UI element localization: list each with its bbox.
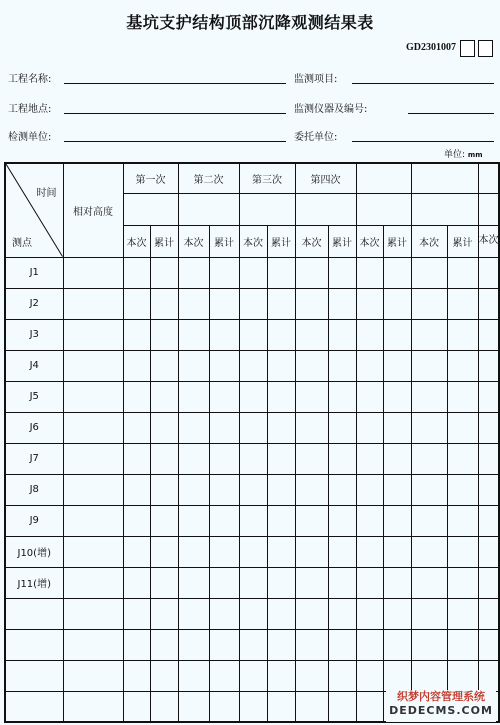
form-code: GD2301007 <box>406 42 456 53</box>
value-cell[interactable] <box>328 598 356 629</box>
value-cell[interactable] <box>295 381 328 412</box>
value-cell[interactable] <box>267 629 295 660</box>
client-unit-field[interactable] <box>352 141 494 142</box>
this-time-header: 本次 <box>356 225 383 257</box>
value-cell[interactable] <box>267 474 295 505</box>
corner-point-label: 测点 <box>12 237 32 249</box>
relative-height-cell[interactable] <box>63 257 123 288</box>
table-row <box>5 474 499 505</box>
point-id: J10(增) <box>5 536 63 567</box>
value-cell[interactable] <box>239 536 267 567</box>
value-cell[interactable] <box>447 474 478 505</box>
value-cell[interactable] <box>383 629 411 660</box>
point-id <box>5 691 63 722</box>
date-cell-6[interactable] <box>411 193 478 225</box>
point-id: J7 <box>5 443 63 474</box>
project-site-label: 工程地点: <box>8 104 52 115</box>
date-cell-5[interactable] <box>356 193 411 225</box>
value-cell[interactable] <box>328 505 356 536</box>
value-cell[interactable] <box>295 288 328 319</box>
table-row <box>5 350 499 381</box>
value-cell[interactable] <box>356 629 383 660</box>
value-cell[interactable] <box>447 443 478 474</box>
value-cell[interactable] <box>383 443 411 474</box>
value-cell[interactable] <box>328 443 356 474</box>
value-cell[interactable] <box>328 474 356 505</box>
value-cell[interactable] <box>178 381 209 412</box>
value-cell[interactable] <box>209 505 239 536</box>
value-cell[interactable] <box>478 257 499 288</box>
value-cell[interactable] <box>411 381 447 412</box>
value-cell[interactable] <box>383 288 411 319</box>
value-cell[interactable] <box>150 412 178 443</box>
date-cell-3[interactable] <box>239 193 295 225</box>
value-cell[interactable] <box>411 412 447 443</box>
cumulative-header: 累计 <box>383 225 411 257</box>
value-cell[interactable] <box>447 505 478 536</box>
value-cell[interactable] <box>123 505 150 536</box>
date-cell-2[interactable] <box>178 193 239 225</box>
value-cell[interactable] <box>150 567 178 598</box>
relative-height-cell[interactable] <box>63 536 123 567</box>
value-cell[interactable] <box>209 319 239 350</box>
value-cell[interactable] <box>209 567 239 598</box>
relative-height-cell[interactable] <box>63 412 123 443</box>
point-id: J11(增) <box>5 567 63 598</box>
value-cell[interactable] <box>267 257 295 288</box>
value-cell[interactable] <box>123 536 150 567</box>
point-id: J3 <box>5 319 63 350</box>
value-cell[interactable] <box>123 474 150 505</box>
test-unit-field[interactable] <box>64 141 286 142</box>
value-cell[interactable] <box>411 536 447 567</box>
value-cell[interactable] <box>383 319 411 350</box>
value-cell[interactable] <box>178 536 209 567</box>
value-cell[interactable] <box>447 567 478 598</box>
value-cell[interactable] <box>209 536 239 567</box>
value-cell[interactable] <box>209 443 239 474</box>
value-cell[interactable] <box>411 660 447 691</box>
value-cell[interactable] <box>411 567 447 598</box>
point-id <box>5 629 63 660</box>
relative-height-cell[interactable] <box>63 598 123 629</box>
value-cell[interactable] <box>239 691 267 722</box>
point-id: J1 <box>5 257 63 288</box>
value-cell[interactable] <box>383 598 411 629</box>
period-header-4: 第四次 <box>295 163 356 193</box>
value-cell[interactable] <box>411 474 447 505</box>
value-cell[interactable] <box>447 381 478 412</box>
value-cell[interactable] <box>356 257 383 288</box>
value-cell[interactable] <box>267 319 295 350</box>
value-cell[interactable] <box>209 288 239 319</box>
value-cell[interactable] <box>239 288 267 319</box>
unit-note <box>444 147 483 160</box>
value-cell[interactable] <box>267 598 295 629</box>
value-cell[interactable] <box>267 536 295 567</box>
table-row <box>5 319 499 350</box>
relative-height-cell[interactable] <box>63 474 123 505</box>
value-cell[interactable] <box>447 319 478 350</box>
value-cell[interactable] <box>150 691 178 722</box>
value-cell[interactable] <box>267 350 295 381</box>
value-cell[interactable] <box>383 381 411 412</box>
value-cell[interactable] <box>447 629 478 660</box>
value-cell[interactable] <box>123 381 150 412</box>
value-cell[interactable] <box>150 598 178 629</box>
value-cell[interactable] <box>411 319 447 350</box>
relative-height-header: 相对高度 <box>63 163 123 257</box>
value-cell[interactable] <box>356 536 383 567</box>
value-cell[interactable] <box>295 505 328 536</box>
value-cell[interactable] <box>178 567 209 598</box>
watermark-line2: DEDECMS.COM <box>389 704 493 717</box>
test-unit-label: 检测单位: <box>8 132 52 143</box>
value-cell[interactable] <box>239 598 267 629</box>
value-cell[interactable] <box>411 505 447 536</box>
instrument-label: 监测仪器及编号: <box>294 104 368 115</box>
project-name-label: 工程名称: <box>8 74 52 85</box>
value-cell[interactable] <box>123 412 150 443</box>
value-cell[interactable] <box>150 319 178 350</box>
watermark <box>386 690 496 722</box>
this-time-header: 本次 <box>411 225 447 257</box>
value-cell[interactable] <box>356 567 383 598</box>
value-cell[interactable] <box>123 598 150 629</box>
value-cell[interactable] <box>383 505 411 536</box>
value-cell[interactable] <box>295 598 328 629</box>
relative-height-cell[interactable] <box>63 443 123 474</box>
unit-label: 单位: <box>444 150 466 160</box>
value-cell[interactable] <box>447 536 478 567</box>
value-cell[interactable] <box>178 350 209 381</box>
period-header-6 <box>411 163 478 193</box>
value-cell[interactable] <box>478 660 499 691</box>
table-row <box>5 598 499 629</box>
table-row <box>5 629 499 660</box>
value-cell[interactable] <box>478 505 499 536</box>
value-cell[interactable] <box>356 443 383 474</box>
value-cell[interactable] <box>150 288 178 319</box>
table-row <box>5 288 499 319</box>
table-row <box>5 381 499 412</box>
value-cell[interactable] <box>267 288 295 319</box>
value-cell[interactable] <box>209 691 239 722</box>
value-cell[interactable] <box>150 505 178 536</box>
value-cell[interactable] <box>239 381 267 412</box>
settlement-table <box>4 162 500 723</box>
date-cell-4[interactable] <box>295 193 356 225</box>
table-row <box>5 536 499 567</box>
point-id: J9 <box>5 505 63 536</box>
value-cell[interactable] <box>478 288 499 319</box>
value-cell[interactable] <box>328 381 356 412</box>
cumulative-header: 累计 <box>328 225 356 257</box>
value-cell[interactable] <box>383 412 411 443</box>
point-id: J6 <box>5 412 63 443</box>
page-title: 基坑支护结构顶部沉降观测结果表 <box>126 13 374 32</box>
value-cell[interactable] <box>239 443 267 474</box>
value-cell[interactable] <box>150 257 178 288</box>
value-cell[interactable] <box>123 691 150 722</box>
value-cell[interactable] <box>383 474 411 505</box>
value-cell[interactable] <box>239 505 267 536</box>
point-id: J5 <box>5 381 63 412</box>
period-header-2: 第二次 <box>178 163 239 193</box>
value-cell[interactable] <box>295 319 328 350</box>
cumulative-header: 累计 <box>150 225 178 257</box>
value-cell[interactable] <box>478 598 499 629</box>
value-cell[interactable] <box>383 257 411 288</box>
value-cell[interactable] <box>178 474 209 505</box>
code-checkbox-2[interactable] <box>478 40 493 57</box>
table-row <box>5 412 499 443</box>
value-cell[interactable] <box>209 629 239 660</box>
period-header-3: 第三次 <box>239 163 295 193</box>
this-time-header: 本次 <box>239 225 267 257</box>
period-header-1: 第一次 <box>123 163 178 193</box>
value-cell[interactable] <box>328 660 356 691</box>
value-cell[interactable] <box>411 350 447 381</box>
value-cell[interactable] <box>478 474 499 505</box>
value-cell[interactable] <box>239 629 267 660</box>
value-cell[interactable] <box>178 257 209 288</box>
code-checkbox-1[interactable] <box>460 40 475 57</box>
period-header-5 <box>356 163 411 193</box>
value-cell[interactable] <box>295 443 328 474</box>
value-cell[interactable] <box>478 536 499 567</box>
value-cell[interactable] <box>123 350 150 381</box>
corner-header <box>5 163 63 257</box>
table-row <box>5 505 499 536</box>
value-cell[interactable] <box>123 660 150 691</box>
value-cell[interactable] <box>239 474 267 505</box>
value-cell[interactable] <box>178 319 209 350</box>
watermark-line1: 织梦内容管理系统 <box>397 690 485 703</box>
value-cell[interactable] <box>328 536 356 567</box>
value-cell[interactable] <box>356 660 383 691</box>
value-cell[interactable] <box>356 691 383 722</box>
value-cell[interactable] <box>239 567 267 598</box>
value-cell[interactable] <box>178 443 209 474</box>
value-cell[interactable] <box>478 567 499 598</box>
value-cell[interactable] <box>328 567 356 598</box>
value-cell[interactable] <box>123 629 150 660</box>
relative-height-cell[interactable] <box>63 691 123 722</box>
value-cell[interactable] <box>356 350 383 381</box>
monitor-item-field[interactable] <box>352 83 494 84</box>
value-cell[interactable] <box>295 257 328 288</box>
value-cell[interactable] <box>178 288 209 319</box>
value-cell[interactable] <box>150 660 178 691</box>
value-cell[interactable] <box>411 288 447 319</box>
value-cell[interactable] <box>209 474 239 505</box>
this-time-header: 本次 <box>123 225 150 257</box>
value-cell[interactable] <box>209 660 239 691</box>
value-cell[interactable] <box>267 660 295 691</box>
project-site-field[interactable] <box>64 113 286 114</box>
value-cell[interactable] <box>295 691 328 722</box>
cumulative-header: 累计 <box>209 225 239 257</box>
value-cell[interactable] <box>267 567 295 598</box>
value-cell[interactable] <box>178 505 209 536</box>
relative-height-cell[interactable] <box>63 319 123 350</box>
value-cell[interactable] <box>328 629 356 660</box>
value-cell[interactable] <box>356 412 383 443</box>
value-cell[interactable] <box>123 257 150 288</box>
client-unit-label: 委托单位: <box>294 132 338 143</box>
period-header-7 <box>478 163 499 193</box>
value-cell[interactable] <box>178 412 209 443</box>
value-cell[interactable] <box>239 660 267 691</box>
point-id <box>5 598 63 629</box>
value-cell[interactable] <box>383 567 411 598</box>
value-cell[interactable] <box>295 412 328 443</box>
value-cell[interactable] <box>328 691 356 722</box>
project-name-field[interactable] <box>64 83 286 84</box>
relative-height-cell[interactable] <box>63 505 123 536</box>
value-cell[interactable] <box>123 288 150 319</box>
value-cell[interactable] <box>447 598 478 629</box>
cumulative-header: 累计 <box>267 225 295 257</box>
value-cell[interactable] <box>328 288 356 319</box>
date-cell-7[interactable] <box>478 193 499 225</box>
relative-height-cell[interactable] <box>63 288 123 319</box>
value-cell[interactable] <box>411 257 447 288</box>
value-cell[interactable] <box>123 443 150 474</box>
corner-time-label: 时间 <box>36 188 57 199</box>
value-cell[interactable] <box>447 412 478 443</box>
value-cell[interactable] <box>356 319 383 350</box>
value-cell[interactable] <box>328 412 356 443</box>
monitor-item-label: 监测项目: <box>294 74 338 85</box>
point-id: J2 <box>5 288 63 319</box>
value-cell[interactable] <box>150 629 178 660</box>
value-cell[interactable] <box>150 350 178 381</box>
value-cell[interactable] <box>178 691 209 722</box>
value-cell[interactable] <box>383 536 411 567</box>
value-cell[interactable] <box>295 567 328 598</box>
point-id <box>5 660 63 691</box>
relative-height-cell[interactable] <box>63 660 123 691</box>
value-cell[interactable] <box>356 598 383 629</box>
value-cell[interactable] <box>239 412 267 443</box>
value-cell[interactable] <box>447 288 478 319</box>
date-cell-1[interactable] <box>123 193 178 225</box>
value-cell[interactable] <box>209 412 239 443</box>
value-cell[interactable] <box>295 350 328 381</box>
value-cell[interactable] <box>328 319 356 350</box>
value-cell[interactable] <box>295 474 328 505</box>
value-cell[interactable] <box>123 319 150 350</box>
point-id: J8 <box>5 474 63 505</box>
value-cell[interactable] <box>478 629 499 660</box>
value-cell[interactable] <box>150 536 178 567</box>
value-cell[interactable] <box>178 660 209 691</box>
table-row <box>5 660 499 691</box>
value-cell[interactable] <box>411 443 447 474</box>
unit-value: mm <box>467 151 483 159</box>
value-cell[interactable] <box>123 567 150 598</box>
value-cell[interactable] <box>478 412 499 443</box>
value-cell[interactable] <box>356 474 383 505</box>
value-cell[interactable] <box>239 257 267 288</box>
value-cell[interactable] <box>478 381 499 412</box>
value-cell[interactable] <box>209 257 239 288</box>
value-cell[interactable] <box>411 598 447 629</box>
value-cell[interactable] <box>239 350 267 381</box>
value-cell[interactable] <box>295 660 328 691</box>
value-cell[interactable] <box>209 381 239 412</box>
value-cell[interactable] <box>447 660 478 691</box>
value-cell[interactable] <box>383 350 411 381</box>
value-cell[interactable] <box>478 443 499 474</box>
table-row <box>5 257 499 288</box>
value-cell[interactable] <box>267 443 295 474</box>
this-time-header: 本次 <box>178 225 209 257</box>
value-cell[interactable] <box>447 257 478 288</box>
last-this-time-header: 本次 <box>478 225 499 257</box>
value-cell[interactable] <box>295 629 328 660</box>
value-cell[interactable] <box>209 350 239 381</box>
table-row <box>5 567 499 598</box>
value-cell[interactable] <box>178 629 209 660</box>
value-cell[interactable] <box>411 629 447 660</box>
value-cell[interactable] <box>267 412 295 443</box>
value-cell[interactable] <box>150 443 178 474</box>
value-cell[interactable] <box>295 536 328 567</box>
value-cell[interactable] <box>356 505 383 536</box>
relative-height-cell[interactable] <box>63 567 123 598</box>
value-cell[interactable] <box>150 474 178 505</box>
point-id: J4 <box>5 350 63 381</box>
value-cell[interactable] <box>356 288 383 319</box>
value-cell[interactable] <box>478 319 499 350</box>
value-cell[interactable] <box>478 350 499 381</box>
relative-height-cell[interactable] <box>63 629 123 660</box>
relative-height-cell[interactable] <box>63 381 123 412</box>
value-cell[interactable] <box>328 350 356 381</box>
relative-height-cell[interactable] <box>63 350 123 381</box>
value-cell[interactable] <box>150 381 178 412</box>
value-cell[interactable] <box>267 691 295 722</box>
value-cell[interactable] <box>239 319 267 350</box>
value-cell[interactable] <box>209 598 239 629</box>
value-cell[interactable] <box>383 660 411 691</box>
table-row <box>5 443 499 474</box>
value-cell[interactable] <box>447 350 478 381</box>
cumulative-header: 累计 <box>447 225 478 257</box>
value-cell[interactable] <box>328 257 356 288</box>
instrument-field[interactable] <box>408 113 494 114</box>
value-cell[interactable] <box>267 505 295 536</box>
value-cell[interactable] <box>267 381 295 412</box>
value-cell[interactable] <box>178 598 209 629</box>
value-cell[interactable] <box>356 381 383 412</box>
this-time-header: 本次 <box>295 225 328 257</box>
